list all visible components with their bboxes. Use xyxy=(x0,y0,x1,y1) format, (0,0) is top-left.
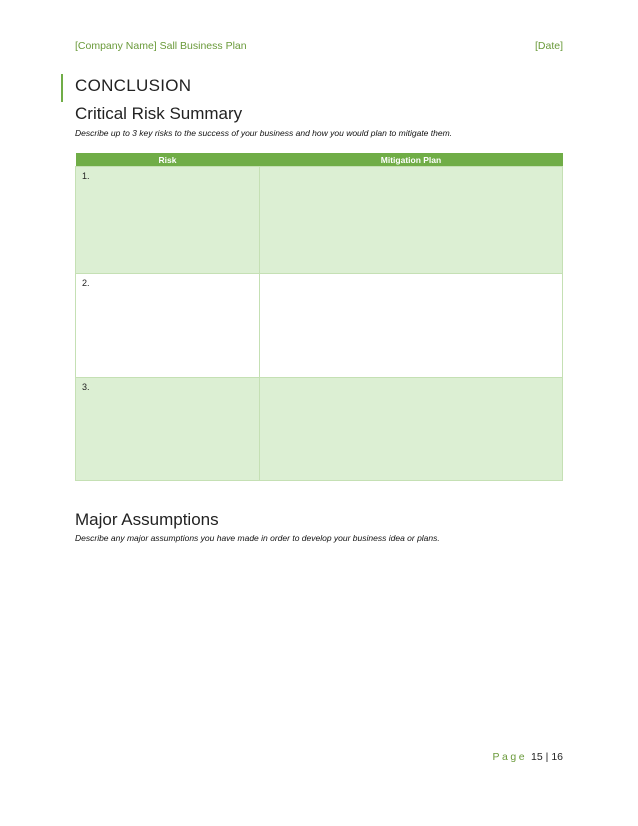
mitigation-cell[interactable] xyxy=(260,378,563,481)
page-label: Page xyxy=(492,751,528,763)
page-footer xyxy=(493,751,563,763)
table-row xyxy=(76,378,563,481)
table-row xyxy=(76,274,563,378)
risk-column-header: Risk xyxy=(76,153,260,167)
assumptions-description: Describe any major assumptions you have made in order to develop your business idea or plans. xyxy=(75,533,440,543)
risk-cell[interactable]: 1. xyxy=(76,167,260,274)
risk-summary-heading: Critical Risk Summary xyxy=(75,104,243,123)
page-total: 16 xyxy=(551,751,563,763)
risk-table-header-row xyxy=(76,153,563,167)
table-row xyxy=(76,167,563,274)
risk-summary-description: Describe up to 3 key risks to the success of your business and how you would plan to mitigate them. xyxy=(75,128,453,138)
mitigation-cell[interactable] xyxy=(260,274,563,378)
risk-table xyxy=(75,153,563,481)
header-document-title: [Company Name] Sall Business Plan xyxy=(75,40,247,52)
page-current: 15 xyxy=(531,751,543,763)
header-date: [Date] xyxy=(534,40,563,52)
risk-cell[interactable]: 3. xyxy=(76,378,260,481)
mitigation-cell[interactable] xyxy=(260,167,563,274)
mitigation-column-header: Mitigation Plan xyxy=(260,153,563,167)
section-accent-bar xyxy=(61,74,63,102)
assumptions-heading: Major Assumptions xyxy=(75,510,219,529)
page-separator: | xyxy=(545,751,549,763)
section-title: CONCLUSION xyxy=(75,76,192,95)
risk-cell[interactable]: 2. xyxy=(76,274,260,378)
